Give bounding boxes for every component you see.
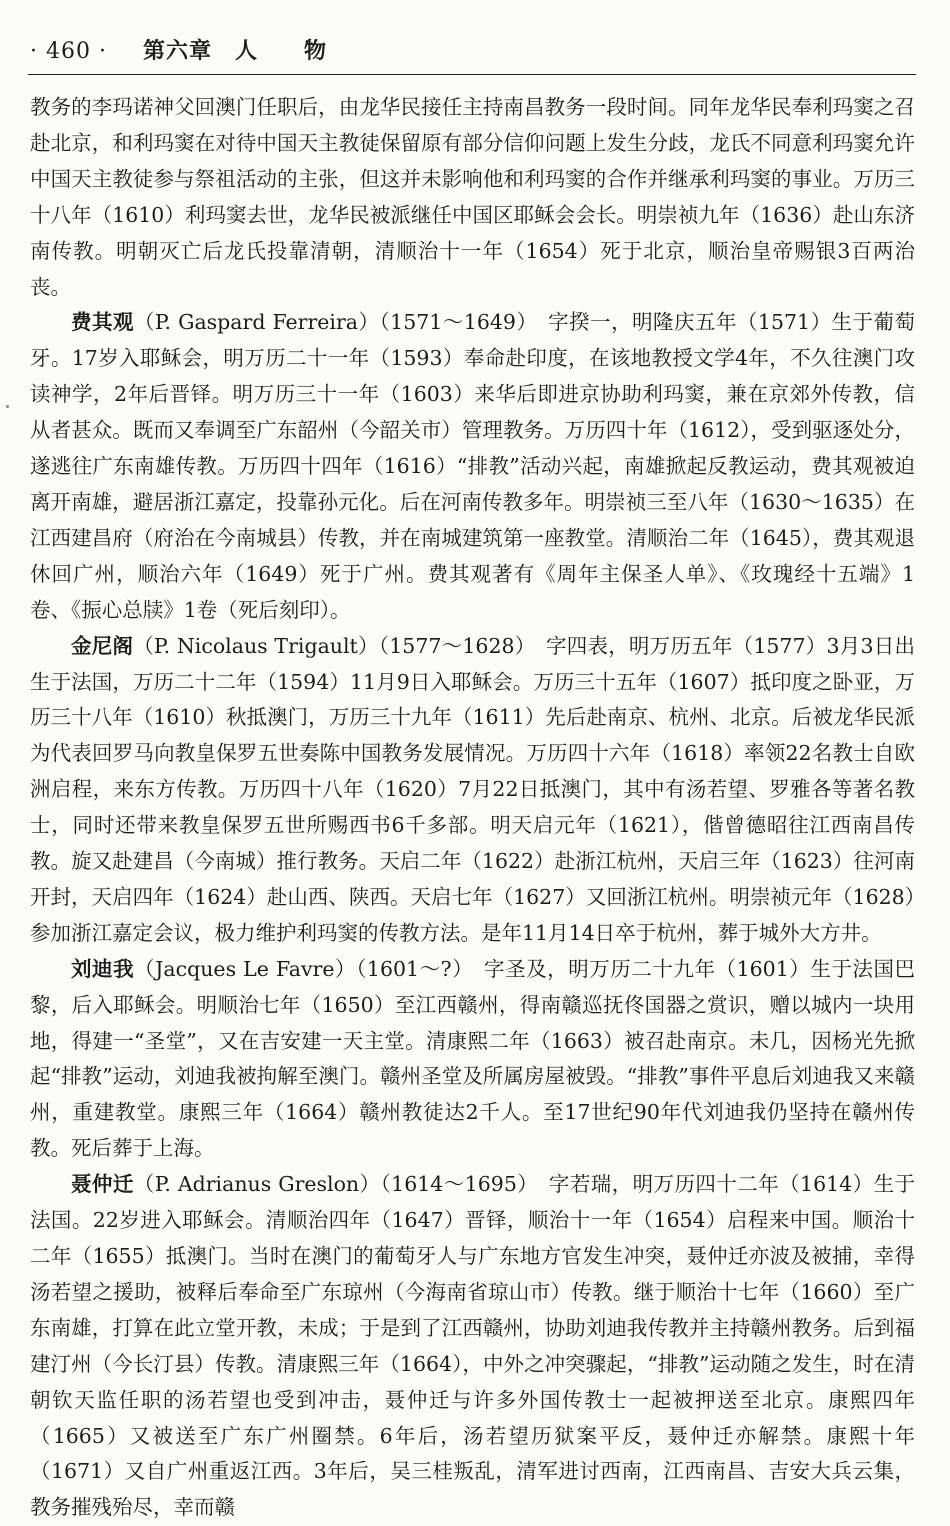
entry-text: （P. Gaspard Ferreira）（1571～1649） 字揆一，明隆庆五年（1571）生于葡萄牙。17岁入耶稣会，明万历二十一年（1593）奉命赴印度，在该地教授文学4年，不久往澳门攻读神学，2年后晋铎。明万历三十一年（1603）来华后即进京协助利玛窦，兼在京郊外传教，信从者甚众。既而又奉调至广东韶州（今韶关市）管理教务。万历四十年（1612），受到驱逐处分，遂逃往广东南雄传教。万历四十四年（1616）“排教”活动兴起，南雄掀起反教运动，费其观被迫离开南雄，避居浙江嘉定，投靠孙元化。后在河南传教多年。明崇祯三至八年（1630～1635）在江西建昌府（府治在今南城县）传教，并在南城建筑第一座教堂。清顺治二年（1645），费其观退休回广州，顺治六年（1649）死于广州。费其观著有《周年主保圣人单》、《玫瑰经十五端》1卷、《振心总牍》1卷（死后刻印）。 <box>30 310 915 622</box>
person-name: 费其观 <box>71 310 134 335</box>
running-header <box>30 36 915 67</box>
biography-entry <box>30 952 915 1167</box>
chapter-title: 第六章 人 物 <box>142 38 327 64</box>
biography-entry <box>30 629 915 952</box>
page-number: · 460 · <box>30 39 107 64</box>
entry-text: （P. Adrianus Greslon）（1614～1695） 字若瑞，明万历四十二年（1614）生于法国。22岁进入耶稣会。清顺治四年（1647）晋铎，顺治十一年（1654）启程来中国。顺治十二年（1655）抵澳门。当时在澳门的葡萄牙人与广东地方官发生冲突，聂仲迁亦波及被捕，幸得汤若望之援助，被释后奉命至广东琼州（今海南省琼山市）传教。继于顺治十七年（1660）至广东南雄，打算在此立堂开教，未成；于是到了江西赣州，协助刘迪我传教并主持赣州教务。后到福建汀州（今长汀县）传教。清康熙三年（1664），中外之冲突骤起，“排教”运动随之发生，时在清朝钦天监任职的汤若望也受到冲击，聂仲迁与许多外国传教士一起被押送至北京。康熙四年（1665）又被送至广东广州圈禁。6年后，汤若望历狱案平反，聂仲迁亦解禁。康熙十年（1671）又自广州重返江西。3年后，吴三桂叛乱，清军进讨西南，江西南昌、吉安大兵云集，教务摧残殆尽，幸而赣 <box>30 1172 916 1520</box>
body-text <box>30 90 915 1526</box>
person-name: 刘迪我 <box>71 956 135 981</box>
entry-text: （P. Nicolaus Trigault）（1577～1628） 字四表，明万历五年（1577）3月3日出生于法国，万历二十二年（1594）11月9日入耶稣会。万历三十五年（1607）抵印度之卧亚，万历三十八年（1610）秋抵澳门，万历三十九年（1611）先后赴南京、杭州、北京。后被龙华民派为代表回罗马向教皇保罗五世奏陈中国教务发展情况。万历四十六年（1618）率领22名教士自欧洲启程，来东方传教。万历四十八年（1620）7月22日抵澳门，其中有汤若望、罗雅各等著名教士，同时还带来教皇保罗五世所赐西书6千多部。明天启元年（1621），偕曾德昭往江西南昌传教。旋又赴建昌（今南城）推行教务。天启二年（1622）赴浙江杭州，天启三年（1623）往河南开封，天启四年（1624）赴山西、陕西。天启七年（1627）又回浙江杭州。明崇祯元年（1628）参加浙江嘉定会议，极力维护利玛窦的传教方法。是年11月14日卒于杭州，葬于城外大方井。 <box>30 633 915 945</box>
biography-entry <box>30 1167 915 1526</box>
paragraph-text: 教务的李玛诺神父回澳门任职后，由龙华民接任主持南昌教务一段时间。同年龙华民奉利玛窦之召赴北京，和利玛窦在对待中国天主教徒保留原有部分信仰问题上发生分歧，龙氏不同意利玛窦允许中国天主教徒参与祭祖活动的主张，但这并未影响他和利玛窦的合作并继承利玛窦的事业。万历三十八年（1610）利玛窦去世，龙华民被派继任中国区耶稣会会长。明崇祯九年（1636）赴山东济南传教。明朝灭亡后龙氏投靠清朝，清顺治十一年（1654）死于北京，顺治皇帝赐银3百两治丧。 <box>30 95 915 299</box>
person-name: 聂仲迁 <box>71 1172 134 1197</box>
entry-text: （Jacques Le Favre）（1601～?） 字圣及，明万历二十九年（1601）生于法国巴黎，后入耶稣会。明顺治七年（1650）至江西赣州，得南赣巡抚佟国器之赏识，赠以城内一块用地，得建一“圣堂”，又在吉安建一天主堂。清康熙二年（1663）被召赴南京。未几，因杨光先掀起“排教”运动，刘迪我被拘解至澳门。赣州圣堂及所属房屋被毁。“排教”事件平息后刘迪我又来赣州，重建教堂。康熙三年（1664）赣州教徒达2千人。至17世纪90年代刘迪我仍坚持在赣州传教。死后葬于上海。 <box>30 956 916 1161</box>
continued-paragraph <box>30 90 915 305</box>
margin-speck <box>6 405 9 408</box>
biography-entry <box>30 305 915 628</box>
header-rule <box>28 74 916 75</box>
person-name: 金尼阁 <box>71 633 134 658</box>
